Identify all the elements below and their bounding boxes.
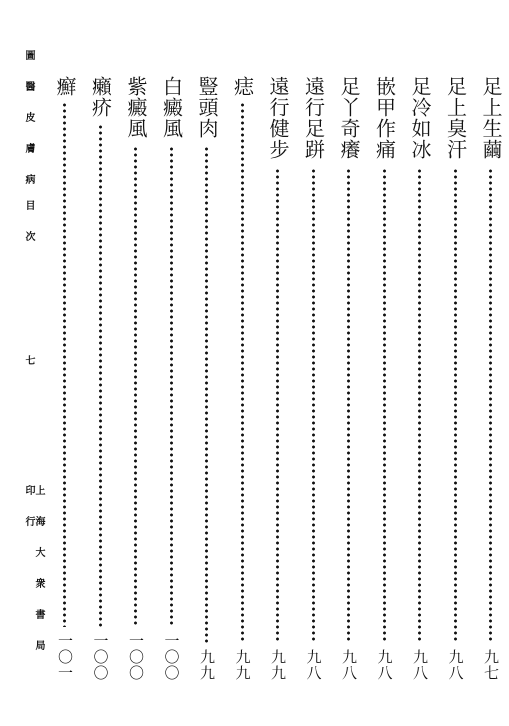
toc-entry-title: 嵌甲作痛 [372, 76, 397, 160]
toc-entry [123, 76, 149, 681]
toc-entry-page: 九八 [340, 649, 358, 681]
dot-leader [98, 124, 103, 627]
dot-leader [417, 168, 422, 643]
toc-entry-page: 九九 [233, 649, 252, 681]
publisher-imprint: 上 海 大 衆 書 局 印 行 [23, 485, 44, 655]
toc-entry-page: 九七 [482, 649, 500, 681]
toc-entry-page: 九八 [304, 649, 323, 681]
toc-entry [443, 76, 469, 681]
dot-leader [240, 102, 245, 643]
toc-entry-page: 一〇一 [56, 633, 74, 681]
toc-entry-title: 足冷如冰 [408, 76, 432, 160]
toc-entry-title: 痣 [230, 76, 255, 97]
section-label: 目 次 [23, 200, 34, 246]
toc-entry-title: 紫癜風 [124, 76, 148, 139]
dot-leader [488, 168, 493, 643]
dot-leader [382, 168, 387, 643]
dot-leader [204, 146, 209, 643]
toc-entry-title: 白癜風 [159, 76, 184, 139]
toc-entry-title: 癬 [53, 76, 77, 97]
toc-entry [88, 76, 114, 681]
dot-leader [275, 168, 280, 643]
toc-entry-title: 遠行健步 [266, 76, 290, 160]
dot-leader [133, 146, 138, 627]
toc-entry-page: 一〇〇 [162, 633, 181, 681]
toc-entry-title: 足上臭汗 [443, 76, 468, 160]
toc-entry [336, 76, 362, 681]
page-margin [18, 40, 42, 680]
toc-entry [407, 76, 433, 681]
toc-entry [159, 76, 185, 681]
toc-entry [194, 76, 220, 681]
toc-entry-title: 遠行足跰 [301, 76, 326, 160]
toc-entry [230, 76, 256, 681]
book-title: 圖 醫 皮 膚 病 [23, 50, 34, 189]
toc-entry-page: 一〇〇 [91, 633, 110, 681]
toc-entry [265, 76, 291, 681]
page-number: 七 [23, 355, 34, 370]
dot-leader [453, 168, 458, 643]
dot-leader [62, 102, 67, 627]
toc-entry-page: 一〇〇 [127, 633, 145, 681]
dot-leader [311, 168, 316, 643]
toc-entry-title: 癩疥 [88, 76, 113, 118]
toc-entry-title: 足丫奇癢 [337, 76, 361, 160]
toc-entry [372, 76, 398, 681]
toc-entry-page: 九九 [269, 649, 287, 681]
dot-leader [346, 168, 351, 643]
toc-entry-page: 九八 [375, 649, 394, 681]
toc-entry-page: 九八 [411, 649, 429, 681]
toc-entry [52, 76, 78, 681]
toc-entry-title: 足上生繭 [479, 76, 503, 160]
toc-entry [478, 76, 504, 681]
toc-entry-page: 九八 [446, 649, 465, 681]
toc-entry-page: 九九 [198, 649, 216, 681]
toc-entry-title: 豎頭肉 [195, 76, 219, 139]
dot-leader [169, 146, 174, 627]
toc-entry [301, 76, 327, 681]
